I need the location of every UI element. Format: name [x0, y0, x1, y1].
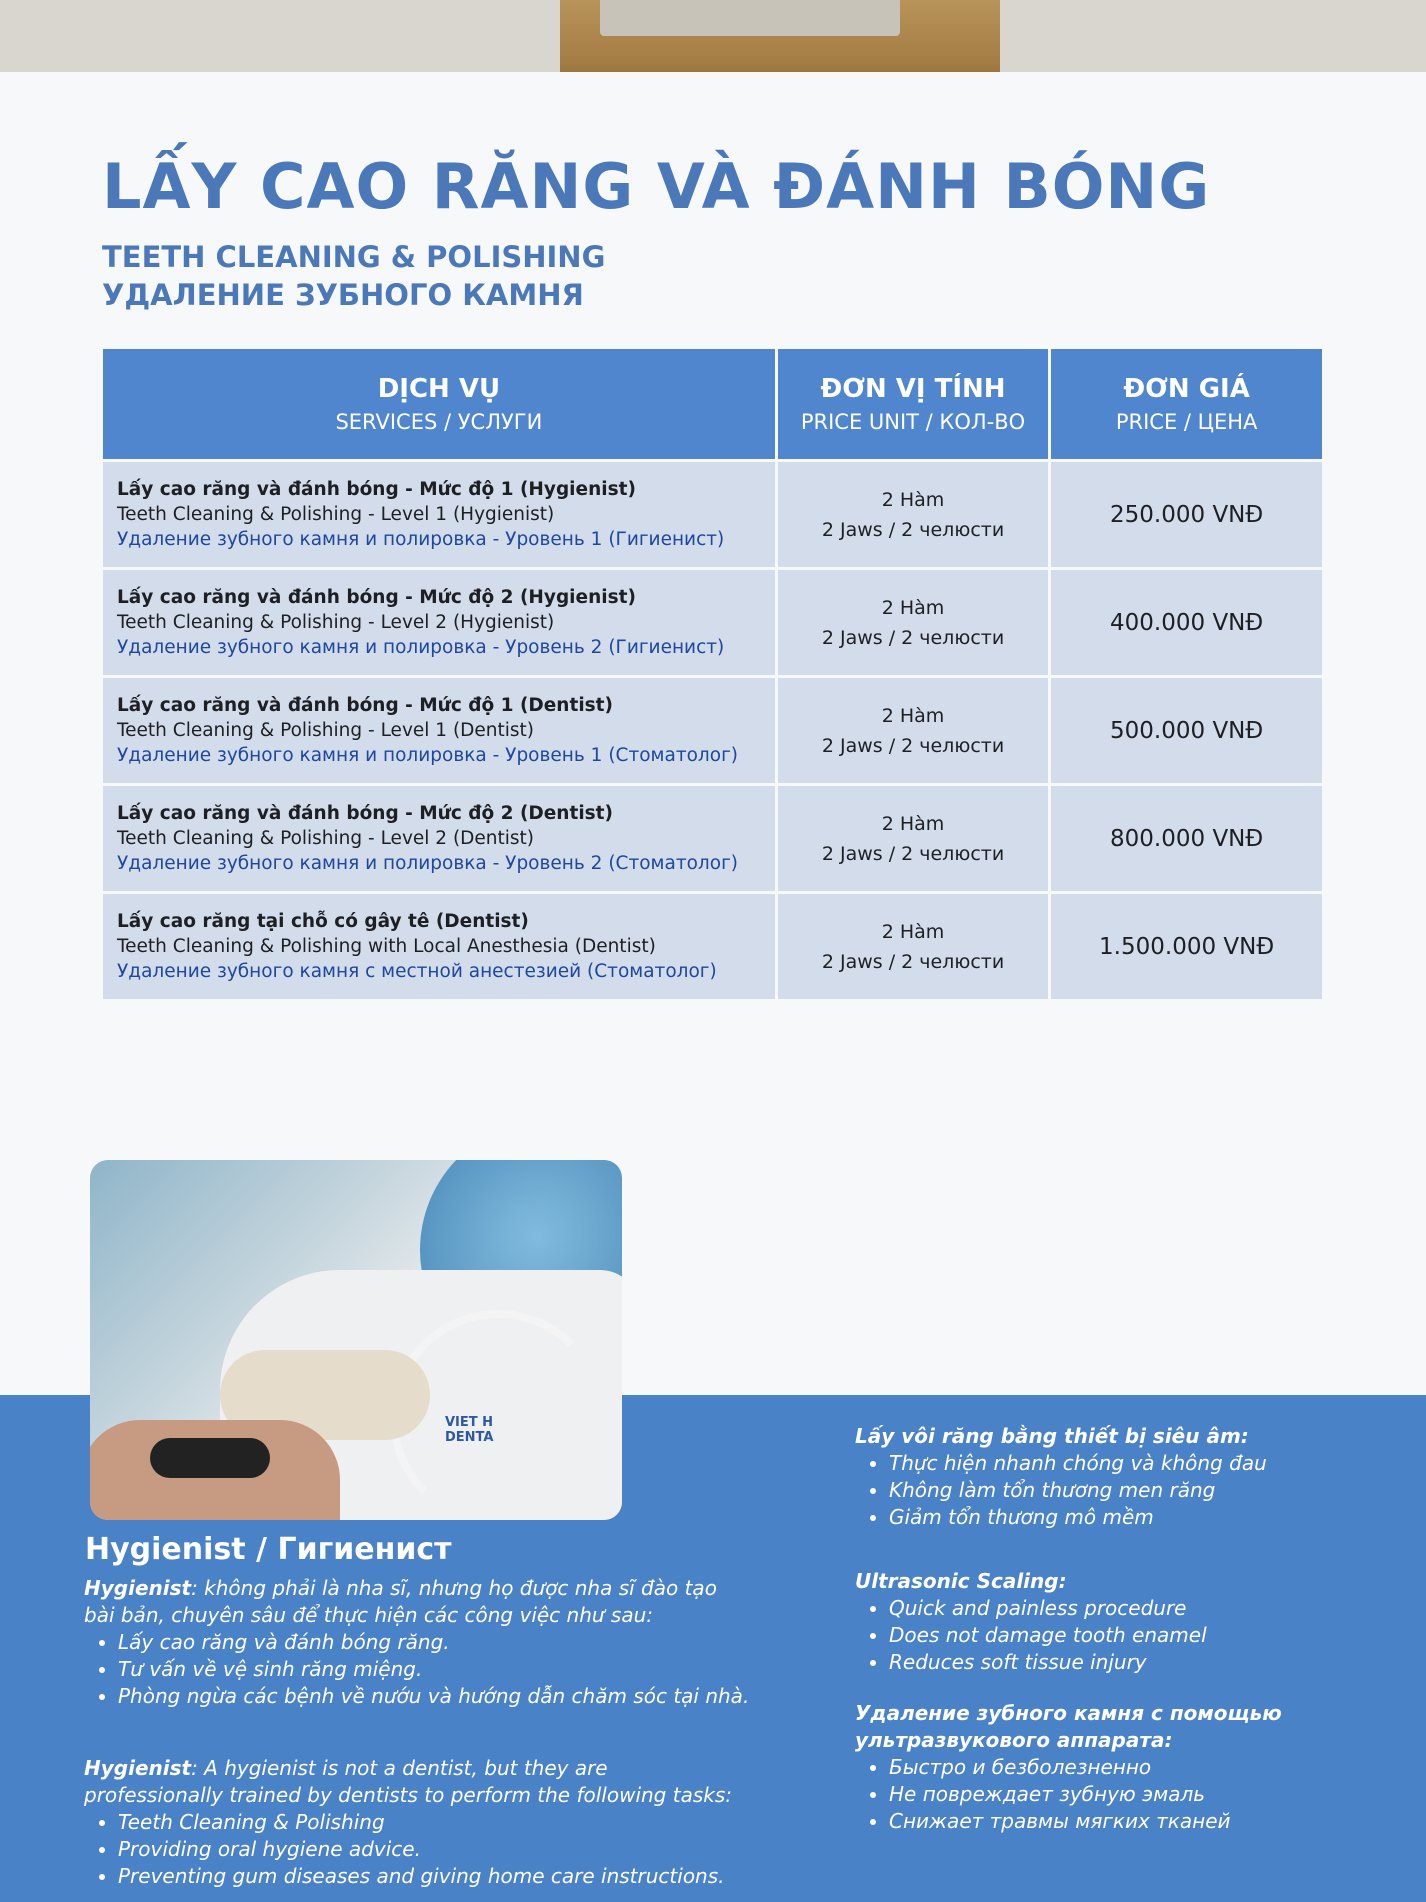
unit-vn: 2 Hàm [881, 488, 945, 511]
list-item: • Tư vấn về vệ sinh răng miệng. [118, 1656, 744, 1683]
unit-cell [778, 894, 1048, 999]
uniform-logo-line1: VIET H [445, 1415, 494, 1430]
service-name-vn: Lấy cao răng và đánh bóng - Mức độ 2 (Hygienist) [117, 587, 636, 608]
subtitle-russian: УДАЛЕНИЕ ЗУБНОГО КАМНЯ [102, 278, 584, 312]
list-item: • Reduces soft tissue injury [889, 1649, 1395, 1676]
list-item: • Preventing gum diseases and giving home care instructions. [118, 1863, 744, 1890]
list-item: • Lấy cao răng và đánh bóng răng. [118, 1629, 744, 1656]
header-unit-main: ĐƠN VỊ TÍNH [820, 374, 1006, 404]
ultrasonic-list-vn [855, 1450, 1395, 1531]
list-item: • Быстро и безболезненно [889, 1754, 1395, 1781]
header-unit-sub: PRICE UNIT / КОЛ-ВО [800, 410, 1026, 434]
table-row [103, 678, 1322, 783]
table-row [103, 786, 1322, 891]
service-name-en: Teeth Cleaning & Polishing - Level 2 (Dentist) [117, 828, 535, 849]
subtitle-english: TEETH CLEANING & POLISHING [102, 240, 606, 274]
list-item: • Providing oral hygiene advice. [118, 1836, 744, 1863]
service-cell [103, 894, 775, 999]
page-title: LẤY CAO RĂNG VÀ ĐÁNH BÓNG [102, 150, 1211, 223]
list-item: • Phòng ngừa các bệnh về nướu và hướng dẫn chăm sóc tại nhà. [118, 1683, 744, 1710]
ultrasonic-heading-en: Ultrasonic Scaling: [855, 1569, 1067, 1593]
unit-cell [778, 570, 1048, 675]
ultrasonic-heading-vn: Lấy vôi răng bằng thiết bị siêu âm: [855, 1424, 1249, 1448]
unit-en-ru: 2 Jaws / 2 челюсти [821, 950, 1005, 973]
hygienist-tasks-vn [84, 1629, 750, 1710]
list-item: • Không làm tổn thương men răng [889, 1477, 1395, 1504]
hygienist-label-vn: Hygienist [84, 1576, 192, 1600]
uniform-logo [445, 1415, 493, 1445]
unit-vn: 2 Hàm [881, 704, 945, 727]
list-item: • Teeth Cleaning & Polishing [118, 1809, 744, 1836]
header-services-main: DỊCH VỤ [377, 374, 501, 404]
unit-vn: 2 Hàm [881, 596, 945, 619]
price-cell: 800.000 VNĐ [1051, 786, 1322, 891]
unit-vn: 2 Hàm [881, 812, 945, 835]
service-name-en: Teeth Cleaning & Polishing - Level 1 (Dentist) [117, 720, 535, 741]
header-services-sub: SERVICES / УСЛУГИ [335, 410, 543, 434]
list-item: • Quick and painless procedure [889, 1595, 1395, 1622]
service-name-vn: Lấy cao răng và đánh bóng - Mức độ 2 (Dentist) [117, 803, 613, 824]
price-table-header [103, 349, 1322, 459]
ultrasonic-benefits-en [855, 1568, 1395, 1676]
table-row [103, 894, 1322, 999]
service-name-vn: Lấy cao răng và đánh bóng - Mức độ 1 (Dentist) [117, 695, 613, 716]
service-name-en: Teeth Cleaning & Polishing - Level 2 (Hygienist) [117, 612, 555, 633]
hygienist-photo [90, 1160, 622, 1520]
unit-cell [778, 462, 1048, 567]
price-cell: 500.000 VNĐ [1051, 678, 1322, 783]
price-table [100, 346, 1325, 1002]
price-cell: 250.000 VNĐ [1051, 462, 1322, 567]
price-cell: 1.500.000 VNĐ [1051, 894, 1322, 999]
list-item: • Giảm tổn thương mô mềm [889, 1504, 1395, 1531]
header-price [1051, 349, 1322, 459]
service-cell [103, 462, 775, 567]
uniform-logo-line2: DENTA [445, 1430, 494, 1445]
ultrasonic-heading-ru: Удаление зубного камня с помощью ультразвукового аппарата: [855, 1701, 1282, 1752]
table-row [103, 570, 1322, 675]
service-cell [103, 570, 775, 675]
header-unit [778, 349, 1048, 459]
unit-vn: 2 Hàm [881, 920, 945, 943]
hygienist-intro-vn: : không phải là nha sĩ, nhưng họ được nha sĩ đào tạo bài bản, chuyên sâu để thực hiện các công việc như sau: [84, 1576, 717, 1627]
unit-en-ru: 2 Jaws / 2 челюсти [821, 842, 1005, 865]
hygienist-heading: Hygienist / Гигиенист [85, 1532, 452, 1567]
unit-cell [778, 786, 1048, 891]
service-cell [103, 786, 775, 891]
header-price-main: ĐƠN GIÁ [1123, 374, 1250, 404]
hygienist-intro-en: : A hygienist is not a dentist, but they are professionally trained by dentists to perform the following tasks: [84, 1756, 732, 1807]
table-row [103, 462, 1322, 567]
price-cell: 400.000 VNĐ [1051, 570, 1322, 675]
hygienist-description-vn [84, 1575, 750, 1710]
list-item: • Does not damage tooth enamel [889, 1622, 1395, 1649]
service-name-vn: Lấy cao răng tại chỗ có gây tê (Dentist) [117, 911, 529, 932]
ultrasonic-list-ru [855, 1754, 1395, 1835]
header-price-sub: PRICE / ЦЕНА [1115, 410, 1258, 434]
ultrasonic-benefits-vn [855, 1423, 1395, 1531]
unit-en-ru: 2 Jaws / 2 челюсти [821, 734, 1005, 757]
service-cell [103, 678, 775, 783]
service-name-ru: Удаление зубного камня и полировка - Уровень 1 (Гигиенист) [117, 529, 725, 550]
unit-en-ru: 2 Jaws / 2 челюсти [821, 626, 1005, 649]
service-name-ru: Удаление зубного камня и полировка - Уровень 2 (Гигиенист) [117, 637, 725, 658]
ultrasonic-list-en [855, 1595, 1395, 1676]
service-name-vn: Lấy cao răng và đánh bóng - Mức độ 1 (Hygienist) [117, 479, 636, 500]
protective-glasses-shape [150, 1438, 270, 1478]
list-item: • Не повреждает зубную эмаль [889, 1781, 1395, 1808]
service-name-ru: Удаление зубного камня и полировка - Уровень 1 (Стоматолог) [117, 745, 739, 766]
unit-cell [778, 678, 1048, 783]
hygienist-label-en: Hygienist [84, 1756, 192, 1780]
list-item: • Снижает травмы мягких тканей [889, 1808, 1395, 1835]
service-name-en: Teeth Cleaning & Polishing - Level 1 (Hygienist) [117, 504, 555, 525]
hygienist-description-en [84, 1755, 744, 1890]
service-name-ru: Удаление зубного камня и полировка - Уровень 2 (Стоматолог) [117, 853, 739, 874]
hygienist-tasks-en [84, 1809, 744, 1890]
list-item: • Thực hiện nhanh chóng và không đau [889, 1450, 1395, 1477]
header-services [103, 349, 775, 459]
service-name-ru: Удаление зубного камня с местной анестезией (Стоматолог) [117, 961, 717, 982]
unit-en-ru: 2 Jaws / 2 челюсти [821, 518, 1005, 541]
ultrasonic-benefits-ru [855, 1700, 1395, 1835]
service-name-en: Teeth Cleaning & Polishing with Local Anesthesia (Dentist) [117, 936, 656, 957]
